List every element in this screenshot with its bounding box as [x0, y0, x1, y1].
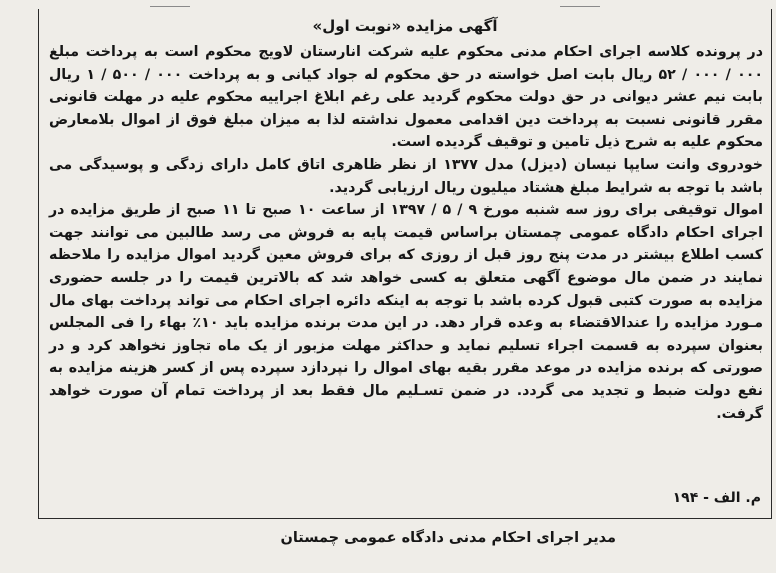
edge-mark — [150, 0, 190, 7]
notice-body — [49, 41, 763, 425]
notice-frame — [38, 9, 772, 519]
notice-paragraph-3: اموال توقیفی برای روز سه شنبه مورخ ۹ / ۵ / ۱۳۹۷ از ساعت ۱۰ صبح تا ۱۱ صبح از طریق مزایده در اجرای احکام دادگاه عمومی چمستان براساس قیمت پایه به فروش می رسد طالبین می توانند جهت کسب اطلاع بیشتر در مدت پنج روز قبل از روزی که برای فروش معین گردید اموال مزایده را ملاحظه نمایند در ضمن مال موضوع آگهی متعلق به کسی خواهد شد که بالاترین قیمت را در جلسه حضوری مزایده به صورت کتبی قبول کرده باشد با توجه به اینکه دائره اجرای احکام می تواند پرداخت بهای مال مـورد مزایده را عندالاقتضاء به وعده قرار دهد. در این مدت برنده مزایده باید ۱۰٪ بهاء را فی المجلس بعنوان سپرده به قسمت اجراء تسلیم نماید و حداکثر مهلت مزبور از یک ماه تجاوز نخواهد کرد و در صورتی که برنده مزایده در موعد مقرر بقیه بهای اموال را نپردازد سپرده پس از کسر هزینه مزایده به نفع دولت ضبط و تجدید می گردد. در ضمن تسـلیم مال فقط بعد از پرداخت تمام آن صورت خواهد گرفت. — [49, 202, 764, 422]
notice-signature: مدیر اجرای احکام مدنی دادگاه عمومی چمستان — [280, 530, 616, 546]
notice-paragraph-1: در پرونده کلاسه اجرای احکام مدنی محکوم علیه شرکت انارستان لاویج محکوم است به پرداخت مبلغ ۰۰۰ / ۰۰۰ / ۵۲ ریال بابت اصل خواسته در حق محکوم له جواد کیانی و به پرداخت ۰۰۰ / ۵۰۰ / ۱ ریال بابت نیم عشر دیوانی در حق دولت محکوم گردید علی رغم ابلاغ اجراییه محکوم علیه در مهلت قانونی مقرر قانونی نسبت به پرداخت دین اقدامی معمول نداشته لذا به میزان مبلغ فوق از اموال بلامعارض محکوم علیه به شرح ذیل تامین و توقیف گردیده است. — [49, 44, 764, 151]
notice-title: آگهی مزایده «نوبت اول» — [312, 17, 498, 35]
notice-reference: م. الف - ۱۹۴ — [672, 490, 761, 506]
edge-mark — [560, 0, 600, 7]
notice-paragraph-2: خودروی وانت سایپا نیسان (دیزل) مدل ۱۳۷۷ از نظر ظاهری اتاق کامل دارای زدگی و پوسیدگی می باشد با توجه به شرایط مبلغ هشتاد میلیون ریال ارزیابی گردید. — [49, 156, 763, 196]
